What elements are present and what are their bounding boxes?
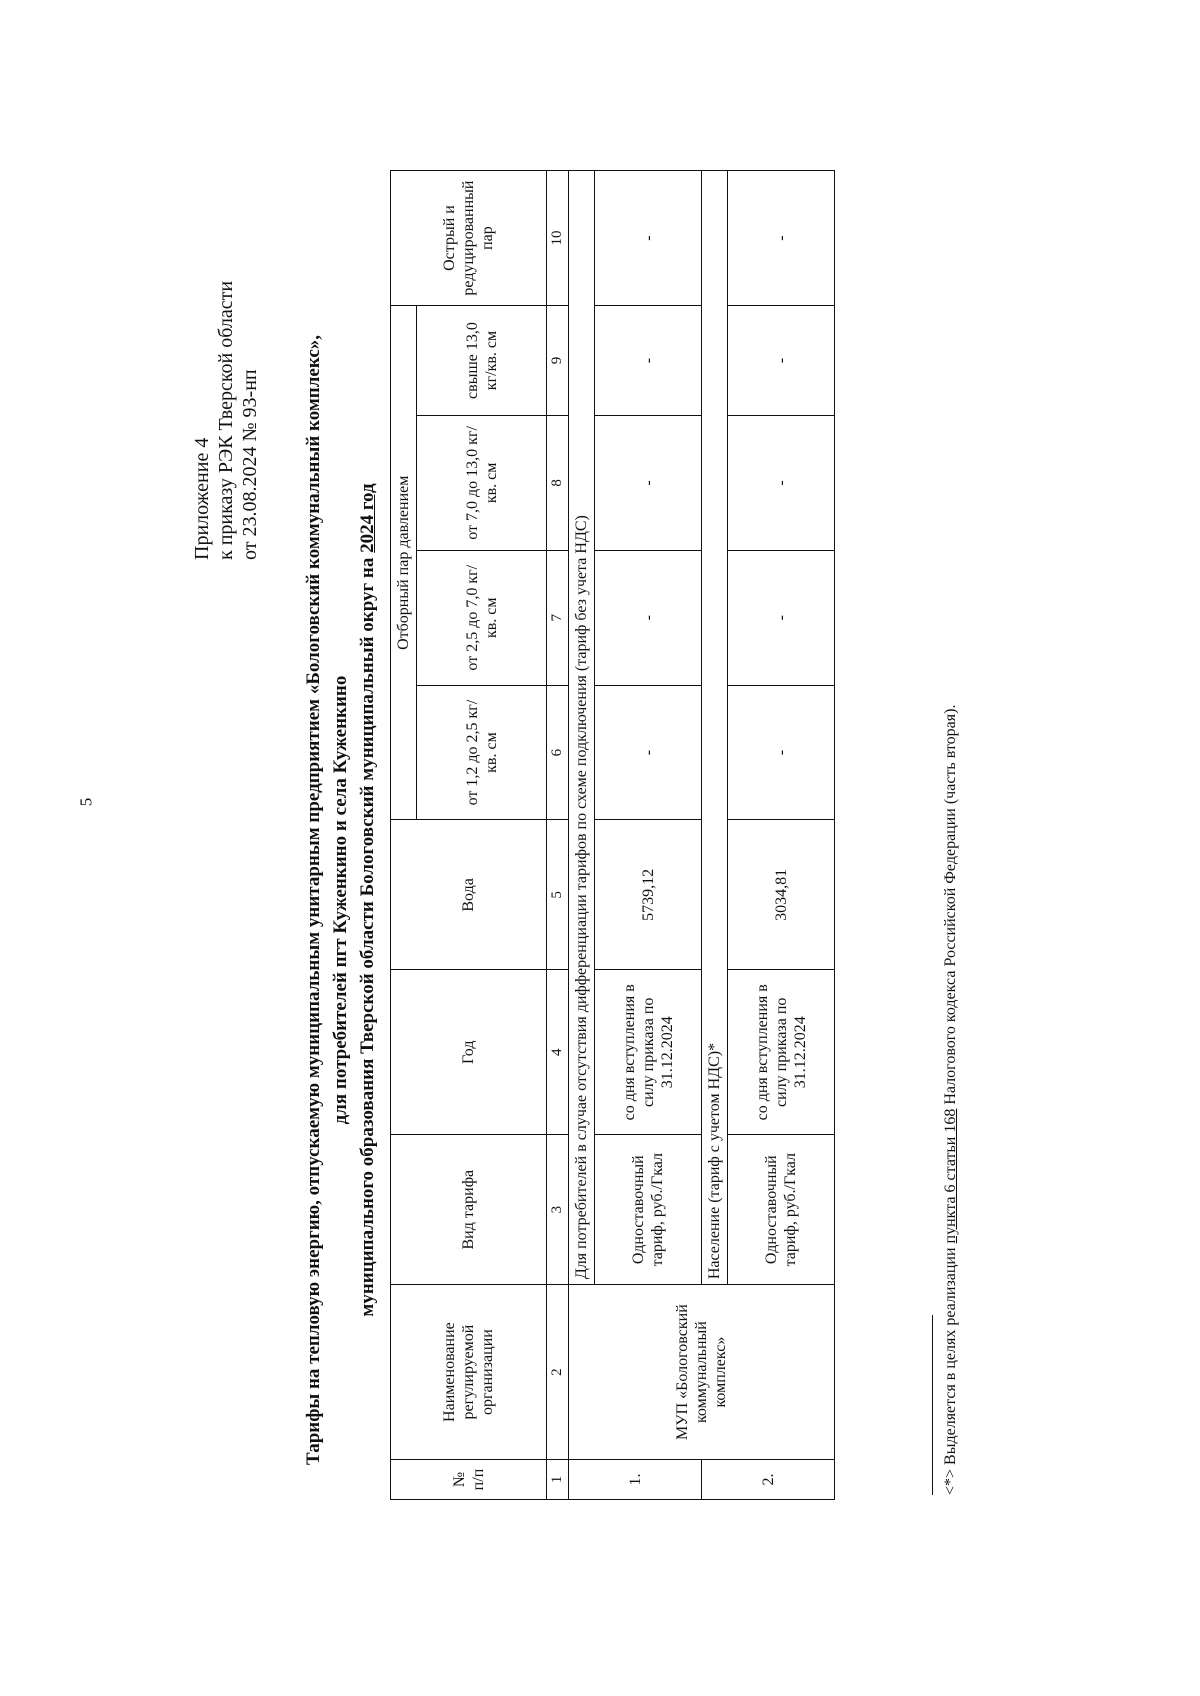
org-name-cell: МУП «Бологовский коммунальный комплекс» <box>569 1285 835 1460</box>
appendix-line-2: к приказу РЭК Тверской области <box>215 280 237 560</box>
tariff-type: Одноставочный тариф, руб./Гкал <box>728 1135 835 1285</box>
col-number: 2 <box>547 1285 569 1460</box>
footnote-separator <box>932 1315 933 1495</box>
tariff-sharp-value: - <box>728 171 835 306</box>
appendix-reference <box>190 200 262 560</box>
col-number: 10 <box>547 171 569 306</box>
column-numbers-row <box>547 171 569 1500</box>
col-number: 7 <box>547 550 569 685</box>
header-year: Год <box>391 970 547 1135</box>
header-row-1 <box>391 171 417 1500</box>
footnote <box>942 295 960 1495</box>
header-pressure-1: от 1,2 до 2,5 кг/кв. см <box>417 685 547 820</box>
col-number: 3 <box>547 1135 569 1285</box>
section-title-no-vat: Для потребителей в случае отсутствия дифференциации тарифов по схеме подключения (тариф без учета НДС) <box>569 171 595 1285</box>
header-water: Вода <box>391 820 547 970</box>
col-number: 1 <box>547 1460 569 1500</box>
header-steam: Отборный пар давлением <box>391 306 417 820</box>
tariff-water-value: 3034,81 <box>728 820 835 970</box>
tariff-p2-value: - <box>595 550 702 685</box>
col-number: 8 <box>547 415 569 550</box>
col-number: 9 <box>547 306 569 416</box>
col-number: 4 <box>547 970 569 1135</box>
title-line-3 <box>354 250 381 1550</box>
appendix-line-1: Приложение 4 <box>191 437 213 560</box>
tariff-sharp-value: - <box>595 171 702 306</box>
section-row-1 <box>569 171 595 1500</box>
tariff-period: со дня вступления в силу приказа по 31.12.2024 <box>595 970 702 1135</box>
col-number: 6 <box>547 685 569 820</box>
page-number: 5 <box>76 797 96 807</box>
header-pressure-2: от 2,5 до 7,0 кг/кв. см <box>417 550 547 685</box>
title-line-3-text: муниципального образования Тверской области Бологовский муниципальный округ на <box>357 552 378 1317</box>
tariff-p3-value: - <box>595 415 702 550</box>
header-sharp-steam: Острый и редуцированный пар <box>391 171 547 306</box>
tariff-p2-value: - <box>728 550 835 685</box>
rotated-document-sheet <box>190 150 1050 1590</box>
header-num: № п/п <box>391 1460 547 1500</box>
tariff-p4-value: - <box>595 306 702 416</box>
footnote-law-link: пункта 6 статьи 168 <box>942 1108 959 1244</box>
footnote-text-c: Налогового кодекса Российской Федерации (часть вторая). <box>942 704 959 1109</box>
header-type: Вид тарифа <box>391 1135 547 1285</box>
row-num-2: 2. <box>702 1460 835 1500</box>
document-title <box>300 250 381 1550</box>
tariff-table <box>390 170 835 1500</box>
col-number: 5 <box>547 820 569 970</box>
title-line-2: для потребителей пгт Куженкино и села Куженкино <box>330 675 351 1125</box>
header-pressure-4: свыше 13,0 кг/кв. см <box>417 306 547 416</box>
title-line-1: Тарифы на тепловую энергию, отпускаемую муниципальным унитарным предприятием «Бологовский коммунальный комплекс», <box>303 335 324 1465</box>
section-title-population: Население (тариф с учетом НДС)* <box>702 171 728 1285</box>
tariff-p1-value: - <box>595 685 702 820</box>
tariff-p4-value: - <box>728 306 835 416</box>
header-pressure-3: от 7,0 до 13,0 кг/кв. см <box>417 415 547 550</box>
tariff-period: со дня вступления в силу приказа по 31.12.2024 <box>728 970 835 1135</box>
tariff-p3-value: - <box>728 415 835 550</box>
tariff-p1-value: - <box>728 685 835 820</box>
appendix-line-3: от 23.08.2024 № 93-нп <box>239 369 261 560</box>
header-org: Наименование регулируемой организации <box>391 1285 547 1460</box>
footnote-text-a: <*> Выделяется в целях реализации <box>942 1243 959 1495</box>
row-num-1: 1. <box>569 1460 702 1500</box>
tariff-type: Одноставочный тариф, руб./Гкал <box>595 1135 702 1285</box>
title-year: 2024 год <box>357 483 378 553</box>
tariff-water-value: 5739,12 <box>595 820 702 970</box>
